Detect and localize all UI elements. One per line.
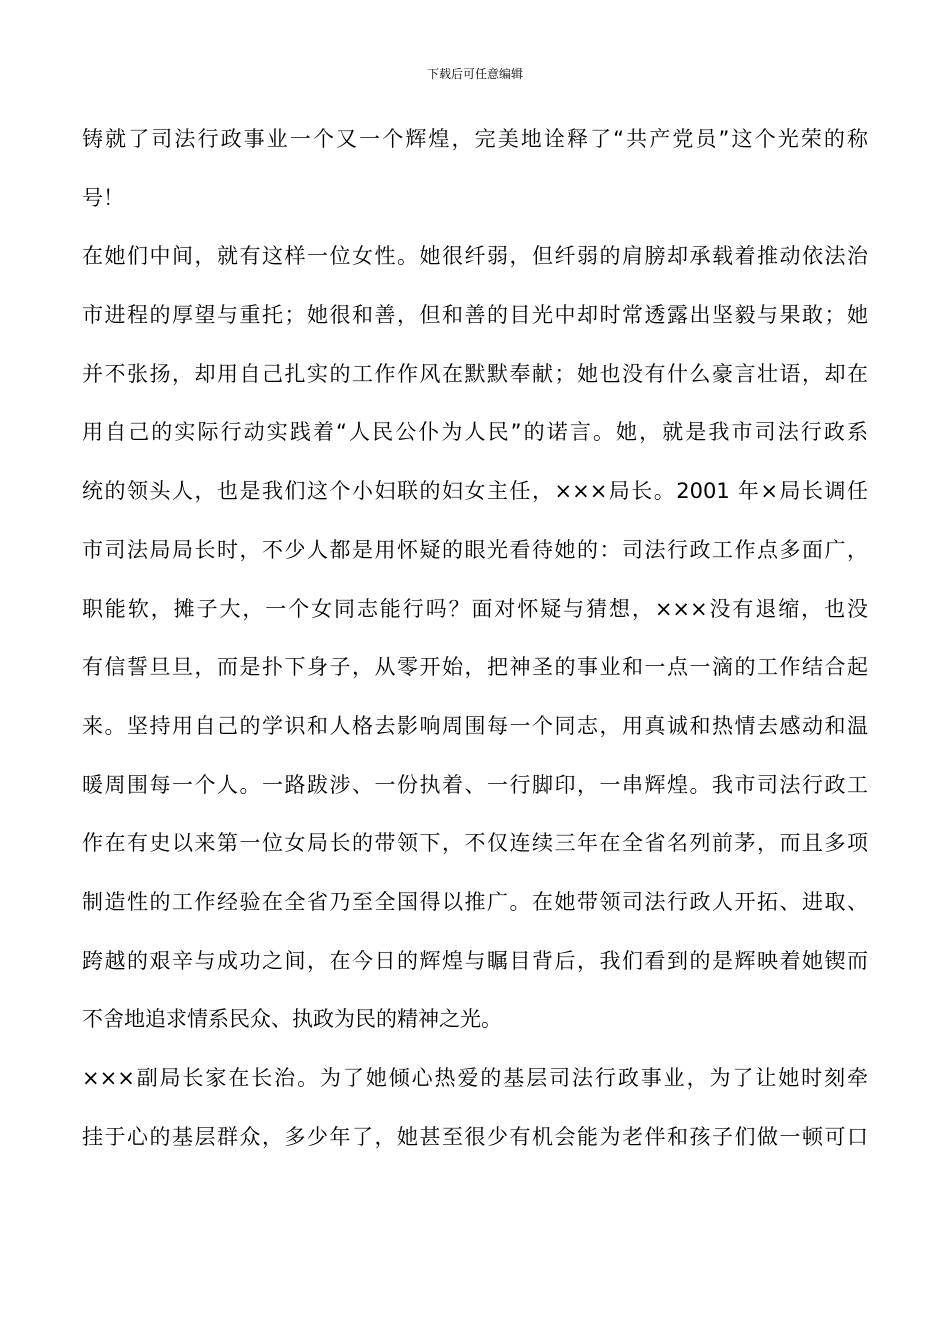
text-line: 用自己的实际行动实践着“人民公仆为人民”的诺言。她，就是我市司法行政系: [82, 420, 868, 445]
text-line: 号！: [82, 185, 124, 210]
text-line: 不舍地追求情系民众、执政为民的精神之光。: [82, 1007, 502, 1032]
document-body: [82, 110, 868, 1166]
text-line: 制造性的工作经验在全省乃至全国得以推广。在她带领司法行政人开拓、进取、: [82, 889, 868, 914]
text-line: 作在有史以来第一位女局长的带领下，不仅连续三年在全省名列前茅，而且多项: [82, 831, 868, 856]
text-line: 职能软，摊子大，一个女同志能行吗？面对怀疑与猜想，×××没有退缩，也没: [82, 596, 868, 621]
text-line: 有信誓旦旦，而是扑下身子，从零开始，把神圣的事业和一点一滴的工作结合起: [82, 655, 868, 680]
page-header: 下载后可任意编辑: [426, 67, 523, 81]
text-line: ×××副局长家在长治。为了她倾心热爱的基层司法行政事业，为了让她时刻牵: [82, 1066, 868, 1090]
text-line: 铸就了司法行政事业一个又一个辉煌，完美地诠释了“共产党员”这个光荣的称: [82, 127, 868, 151]
text-line: 统的领头人，也是我们这个小妇联的妇女主任，×××局长。2001 年×局长调任: [82, 479, 868, 504]
text-line: 暖周围每一个人。一路跋涉、一份执着、一行脚印，一串辉煌。我市司法行政工: [82, 772, 868, 797]
text-line: 挂于心的基层群众，多少年了，她甚至很少有机会能为老伴和孩子们做一顿可口: [82, 1124, 868, 1149]
text-line: 并不张扬，却用自己扎实的工作作风在默默奉献；她也没有什么豪言壮语，却在: [82, 361, 868, 386]
text-line: 跨越的艰辛与成功之间，在今日的辉煌与瞩目背后，我们看到的是辉映着她锲而: [82, 948, 868, 973]
text-line: 来。坚持用自己的学识和人格去影响周围每一个同志，用真诚和热情去感动和温: [82, 713, 868, 738]
text-line: 在她们中间，就有这样一位女性。她很纤弱，但纤弱的肩膀却承载着推动依法治: [82, 244, 868, 269]
text-line: 市司法局局长时，不少人都是用怀疑的眼光看待她的：司法行政工作点多面广，: [82, 537, 868, 562]
text-line: 市进程的厚望与重托；她很和善，但和善的目光中却时常透露出坚毅与果敢；她: [82, 303, 868, 328]
